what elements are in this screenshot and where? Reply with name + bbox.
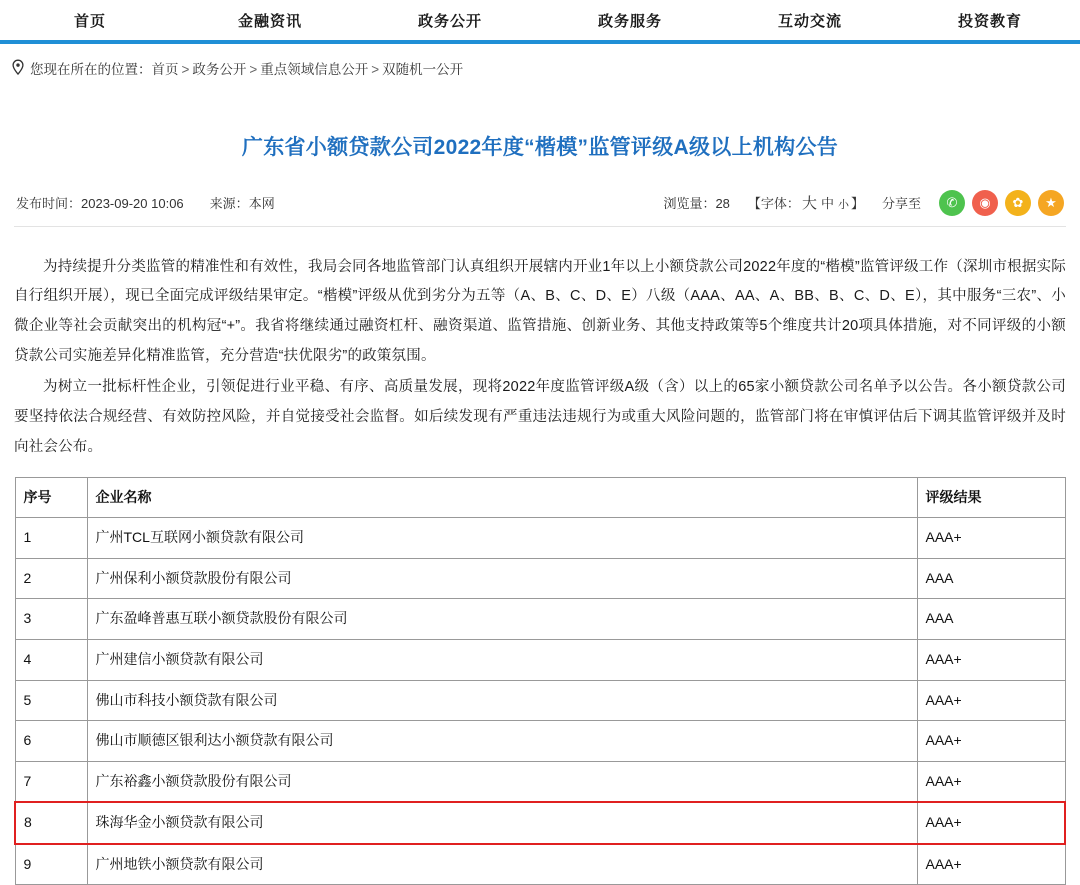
view-count <box>663 193 729 212</box>
publish-time-value: 2023-09-20 10:06 <box>81 196 184 211</box>
weibo-share-icon[interactable]: ◉ <box>972 190 998 216</box>
cell-company: 广州建信小额贷款有限公司 <box>87 639 917 680</box>
cell-index: 7 <box>15 761 87 802</box>
breadcrumb-text <box>30 58 463 78</box>
main-navigation <box>0 0 1080 44</box>
article-meta-bar <box>14 190 1066 227</box>
view-count-label: 浏览量： <box>663 196 716 211</box>
breadcrumb-item-0[interactable]: 首页 <box>151 62 179 77</box>
font-size-label-end: 】 <box>850 196 864 211</box>
table-row <box>15 761 1065 802</box>
font-size-small-button[interactable]: 小 <box>837 199 849 211</box>
breadcrumb-separator-1: > <box>249 62 258 77</box>
cell-grade: AAA+ <box>917 802 1065 844</box>
article-paragraph-1: 为持续提升分类监管的精准性和有效性，我局会同各地监管部门认真组织开展辖内开业1年以上小额贷款公司2022年度的“楷模”监管评级工作（深圳市根据实际自行组织开展），现已全面完成评级结果审定。“楷模”评级从优到劣分为五等（A、B、C、D、E）八级（AAA、AA、A、BB、B、C、D、E），其中服务“三农”、小微企业等社会贡献突出的机构冠“+”。我省将继续通过融资杠杆、融资渠道、监管措施、创新业务、其他支持政策等5个维度共计20项具体措施，对不同评级的小额贷款公司实施差异化精准监管，充分营造“扶优限劣”的政策氛围。 <box>14 258 1066 364</box>
source-label: 来源： <box>209 196 249 211</box>
nav-item-interact[interactable]: 互动交流 <box>777 12 842 30</box>
table-row <box>15 680 1065 721</box>
table-row <box>15 518 1065 559</box>
cell-index: 3 <box>15 599 87 640</box>
nav-item-finance[interactable]: 金融资讯 <box>237 12 302 30</box>
cell-grade: AAA+ <box>917 844 1065 885</box>
cell-index: 4 <box>15 639 87 680</box>
nav-item-home[interactable]: 首页 <box>73 12 106 30</box>
article-container <box>0 132 1080 885</box>
column-header-grade: 评级结果 <box>917 477 1065 518</box>
wechat-share-icon[interactable]: ✆ <box>939 190 965 216</box>
cell-grade: AAA+ <box>917 518 1065 559</box>
cell-company: 佛山市科技小额贷款有限公司 <box>87 680 917 721</box>
cell-index: 2 <box>15 558 87 599</box>
cell-grade: AAA+ <box>917 761 1065 802</box>
cell-grade: AAA+ <box>917 680 1065 721</box>
view-count-value: 28 <box>715 196 730 211</box>
article-body <box>14 253 1066 463</box>
font-size-control <box>748 192 864 213</box>
breadcrumb-item-2[interactable]: 重点领域信息公开 <box>260 62 369 77</box>
cell-index: 8 <box>15 802 87 844</box>
breadcrumb-separator-0: > <box>181 62 190 77</box>
favorite-share-icon[interactable]: ★ <box>1038 190 1064 216</box>
article-paragraph-2: 为树立一批标杆性企业，引领促进行业平稳、有序、高质量发展，现将2022年度监管评级A级（含）以上的65家小额贷款公司名单予以公告。各小额贷款公司要坚持依法合规经营、有效防控风险，并自觉接受社会监督。如后续发现有严重违法违规行为或重大风险问题的，监管部门将在审慎评估后下调其监管评级并及时向社会公布。 <box>14 379 1066 455</box>
table-row <box>15 558 1065 599</box>
source-value: 本网 <box>248 196 275 211</box>
column-header-index: 序号 <box>15 477 87 518</box>
breadcrumb-separator-2: > <box>371 62 380 77</box>
nav-item-affairs[interactable]: 政务公开 <box>417 12 482 30</box>
nav-item-services[interactable]: 政务服务 <box>597 12 662 30</box>
breadcrumb <box>0 44 1080 90</box>
publish-time <box>16 193 184 212</box>
cell-company: 佛山市顺德区银利达小额贷款有限公司 <box>87 721 917 762</box>
publish-time-label: 发布时间： <box>16 196 82 211</box>
share-icon-group <box>939 190 1064 216</box>
meta-left-group <box>16 193 275 212</box>
font-size-medium-button[interactable]: 中 <box>820 196 834 211</box>
qzone-share-icon[interactable]: ✿ <box>1005 190 1031 216</box>
cell-company: 广州地铁小额贷款有限公司 <box>87 844 917 885</box>
table-row-highlighted <box>15 802 1065 844</box>
cell-grade: AAA+ <box>917 639 1065 680</box>
cell-company: 珠海华金小额贷款有限公司 <box>87 802 917 844</box>
cell-grade: AAA+ <box>917 721 1065 762</box>
source <box>210 193 275 212</box>
nav-item-education[interactable]: 投资教育 <box>957 12 1022 30</box>
font-size-label: 【字体： <box>747 196 800 211</box>
cell-grade: AAA <box>917 599 1065 640</box>
cell-grade: AAA <box>917 558 1065 599</box>
rating-results-table <box>14 477 1066 885</box>
font-size-large-button[interactable]: 大 <box>801 195 817 212</box>
meta-right-group <box>663 190 1064 216</box>
table-row <box>15 721 1065 762</box>
table-row <box>15 844 1065 885</box>
cell-index: 1 <box>15 518 87 559</box>
cell-company: 广东裕鑫小额贷款股份有限公司 <box>87 761 917 802</box>
share-label: 分享至 <box>881 196 921 211</box>
breadcrumb-item-3[interactable]: 双随机一公开 <box>382 62 464 77</box>
table-row <box>15 639 1065 680</box>
cell-company: 广东盈峰普惠互联小额贷款股份有限公司 <box>87 599 917 640</box>
breadcrumb-prefix: 您现在所在的位置： <box>30 62 152 77</box>
cell-index: 6 <box>15 721 87 762</box>
cell-company: 广州保利小额贷款股份有限公司 <box>87 558 917 599</box>
cell-index: 5 <box>15 680 87 721</box>
location-pin-icon <box>10 59 26 77</box>
cell-index: 9 <box>15 844 87 885</box>
column-header-company: 企业名称 <box>87 477 917 518</box>
breadcrumb-item-1[interactable]: 政务公开 <box>192 62 247 77</box>
page-title: 广东省小额贷款公司2022年度“楷模”监管评级A级以上机构公告 <box>241 136 839 159</box>
table-header-row <box>15 477 1065 518</box>
cell-company: 广州TCL互联网小额贷款有限公司 <box>87 518 917 559</box>
table-row <box>15 599 1065 640</box>
